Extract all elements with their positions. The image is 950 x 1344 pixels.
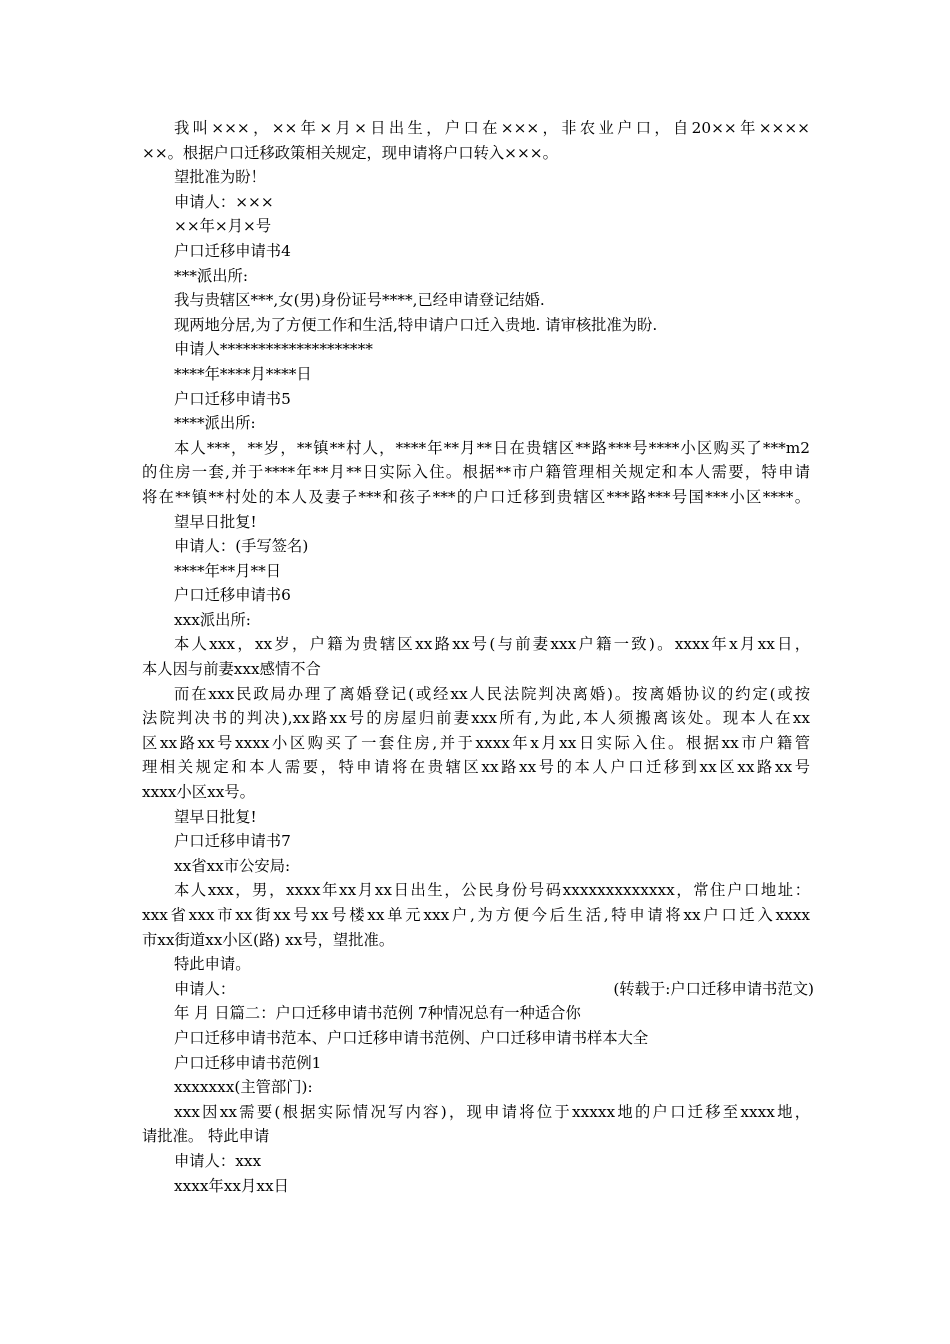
text-line xyxy=(0,116,950,141)
line-text: 本人***，**岁，**镇**村人，****年**月**日在贵辖区**路***号****小区购买了***m2 xyxy=(174,438,810,457)
line-text: xxxx小区xx号。 xyxy=(142,783,255,802)
line-text: 本人xxx，男，xxxx年xx月xx日出生，公民身份号码xxxxxxxxxxxxx，常住户口地址： xyxy=(174,881,810,900)
line-text: 特此申请。 xyxy=(174,955,251,974)
text-line xyxy=(0,436,950,461)
text-line xyxy=(0,682,950,707)
text-line xyxy=(0,928,950,953)
line-text: 申请人：××× xyxy=(174,192,274,211)
text-line xyxy=(0,1001,950,1026)
line-text: 我与贵辖区***,女(男)身份证号****,已经申请登记结婚. xyxy=(174,291,545,310)
text-line xyxy=(0,608,950,633)
text-line xyxy=(0,657,950,682)
line-text: xxx因xx需要(根据实际情况写内容)，现申请将位于xxxxx地的户口迁移至xxxx地， xyxy=(174,1102,810,1121)
line-text: xxxxxxx(主管部门): xyxy=(174,1078,313,1097)
text-line xyxy=(0,288,950,313)
line-text: 本人因与前妻xxx感情不合 xyxy=(142,660,321,679)
text-line xyxy=(0,313,950,338)
text-line xyxy=(0,1149,950,1174)
line-text: 市xx街道xx小区(路) xx号，望批准。 xyxy=(142,930,395,949)
line-text: 现两地分居,为了方便工作和生活,特申请户口迁入贵地. 请审核批准为盼. xyxy=(174,315,658,334)
line-text: ××年×月×号 xyxy=(174,217,272,236)
line-text: 区xx路xx号xxxx小区购买了一套住房,并于xxxx年x月xx日实际入住。根据xx市户籍管 xyxy=(142,733,810,752)
text-lines xyxy=(0,116,950,1198)
text-line xyxy=(0,878,950,903)
line-text: 户口迁移申请书6 xyxy=(174,586,291,605)
text-line xyxy=(0,780,950,805)
text-line xyxy=(0,337,950,362)
text-line xyxy=(0,854,950,879)
line-text: xxx派出所: xyxy=(174,610,251,629)
text-line xyxy=(0,755,950,780)
applicant-label: 申请人： xyxy=(174,979,236,998)
text-line xyxy=(0,706,950,731)
text-line xyxy=(0,534,950,559)
line-text: 户口迁移申请书范例1 xyxy=(174,1053,322,1072)
text-line xyxy=(0,239,950,264)
text-line xyxy=(0,387,950,412)
line-text: 法院判决书的判决),xx路xx号的房屋归前妻xxx所有,为此,本人须搬离该处。现本人在xx xyxy=(142,709,810,728)
line-text: 本人xxx，xx岁，户籍为贵辖区xx路xx号(与前妻xxx户籍一致)。xxxx年x月xx日， xyxy=(174,635,810,654)
text-line xyxy=(0,362,950,387)
line-text: 户口迁移申请书范本、户口迁移申请书范例、户口迁移申请书样本大全 xyxy=(174,1028,649,1047)
text-line xyxy=(0,510,950,535)
line-text: 将在**镇**村处的本人及妻子***和孩子***的户口迁移到贵辖区***路***号国***小区****。 xyxy=(142,487,810,506)
text-line xyxy=(0,559,950,584)
text-line xyxy=(0,632,950,657)
text-line xyxy=(0,190,950,215)
text-line xyxy=(0,1124,950,1149)
text-line xyxy=(0,805,950,830)
text-line xyxy=(0,977,950,1002)
line-text: ****派出所: xyxy=(174,414,256,433)
text-line xyxy=(0,583,950,608)
text-line xyxy=(0,411,950,436)
text-line xyxy=(0,1174,950,1199)
line-text: xx省xx市公安局: xyxy=(174,856,291,875)
line-text: 申请人：xxx xyxy=(174,1151,262,1170)
line-text: 望早日批复! xyxy=(174,512,257,531)
line-text: 户口迁移申请书5 xyxy=(174,389,291,408)
text-line xyxy=(0,1026,950,1051)
line-text: 我叫×××，××年×月×日出生，户口在×××，非农业户口，自20××年×××× xyxy=(174,119,810,137)
line-text: 而在xxx民政局办理了离婚登记(或经xx人民法院判决离婚)。按离婚协议的约定(或按 xyxy=(174,684,810,703)
text-line xyxy=(0,460,950,485)
text-line xyxy=(0,829,950,854)
line-text: 户口迁移申请书7 xyxy=(174,832,291,851)
line-text: xxx省xxx市xx街xx号xx号楼xx单元xxx户,为方便今后生活,特申请将xx户口迁入xxxx xyxy=(142,906,810,924)
line-text: 申请人：(手写签名) xyxy=(174,537,309,556)
line-text: ××。根据户口迁移政策相关规定，现申请将户口转入×××。 xyxy=(142,143,558,162)
text-line xyxy=(0,903,950,928)
document-body xyxy=(0,116,950,1198)
line-text: 申请人******************** xyxy=(174,340,373,359)
text-line xyxy=(0,952,950,977)
line-text: 望批准为盼！ xyxy=(174,168,266,187)
line-text: 望早日批复! xyxy=(174,807,257,826)
line-text: ****年**月**日 xyxy=(174,561,282,580)
source-note: (转载于:户口迁移申请书范文) xyxy=(613,979,814,998)
text-line xyxy=(0,1051,950,1076)
text-line xyxy=(0,141,950,166)
line-text: xxxx年xx月xx日 xyxy=(174,1176,289,1195)
line-text: ****年****月****日 xyxy=(174,364,312,383)
text-line xyxy=(0,1100,950,1125)
line-text: 年 月 日篇二：户口迁移申请书范例 7种情况总有一种适合你 xyxy=(174,1004,581,1023)
line-text: 请批准。 特此申请 xyxy=(142,1127,270,1146)
line-text: 户口迁移申请书4 xyxy=(174,241,291,260)
line-text: 理相关规定和本人需要，特申请将在贵辖区xx路xx号的本人户口迁移到xx区xx路xx号 xyxy=(142,758,810,777)
text-line xyxy=(0,214,950,239)
line-text: 的住房一套,并于****年**月**日实际入住。根据**市户籍管理相关规定和本人需要，特申请 xyxy=(142,463,810,482)
text-line xyxy=(0,264,950,289)
line-text: ***派出所: xyxy=(174,266,248,285)
text-line xyxy=(0,485,950,510)
text-line xyxy=(0,1075,950,1100)
text-line xyxy=(0,731,950,756)
text-line xyxy=(0,165,950,190)
